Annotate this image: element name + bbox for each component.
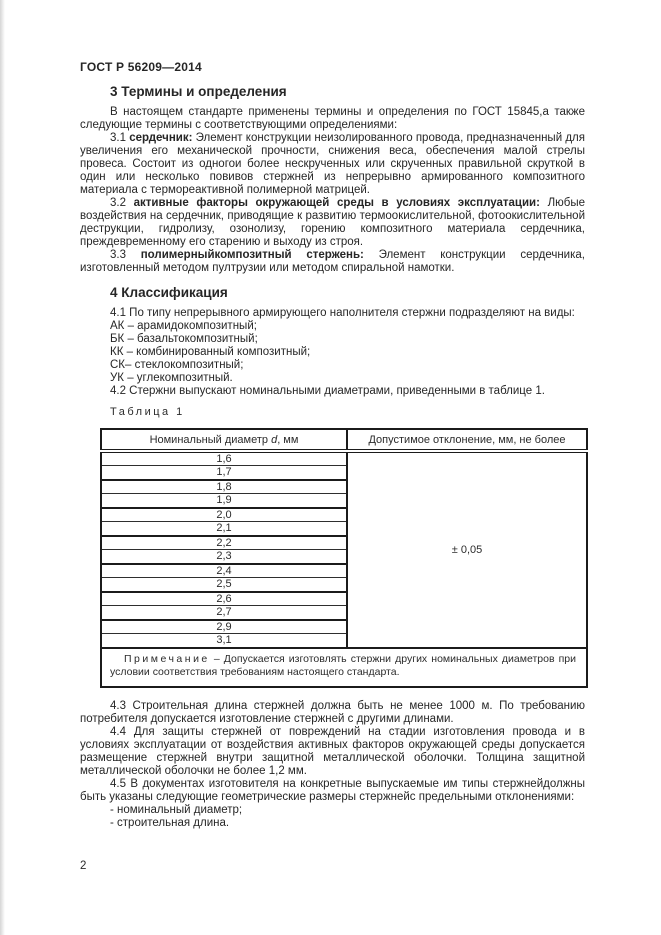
diameter-rows [101, 451, 587, 648]
diameter-cell: 2,3 [101, 550, 347, 564]
diameter-table [100, 428, 588, 688]
diameter-cell: 2,9 [101, 620, 347, 634]
definition-item [80, 249, 585, 275]
definition-number: 3.2 [110, 197, 126, 209]
table-header-row [101, 429, 587, 451]
table-note-row [101, 648, 587, 687]
paragraph-4-2: 4.2 Стержни выпускают номинальными диаметрами, приведенными в таблице 1. [110, 385, 545, 397]
note-text: – Допускается изготовлять стержни других номинальных диаметров при условии соответствия требованиям настоящего стандарта. [110, 652, 576, 678]
section-3-intro: В настоящем стандарте применены термины и определения по ГОСТ 15845,а также следующие термины с соответствующими определениями: [80, 106, 585, 131]
diameter-cell: 2,6 [101, 592, 347, 606]
page-number: 2 [80, 860, 87, 872]
diameter-cell: 1,6 [101, 451, 347, 466]
diameter-cell: 3,1 [101, 634, 347, 648]
rod-type-item: УК – углекомпозитный. [110, 372, 233, 384]
diameter-cell: 1,9 [101, 494, 347, 508]
diameter-cell: 2,2 [101, 536, 347, 550]
paragraph-4-5: 4.5 В документах изготовителя на конкретные выпускаемые им типы стержнейдолжны быть указаны следующие геометрические размеры стержнейс предельными отклонениями: [80, 777, 585, 803]
diameter-cell: 2,7 [101, 606, 347, 620]
dimension-item: - номинальный диаметр; [110, 803, 243, 816]
table-note [101, 648, 587, 687]
definition-item [80, 132, 585, 197]
table-row [101, 451, 587, 466]
paragraph-4-1: 4.1 По типу непрерывного армирующего наполнителя стержни подразделяют на виды: [110, 307, 575, 319]
section-4-title: 4 Классификация [110, 285, 228, 300]
rod-type-item: АК – арамидокомпозитный; [110, 320, 257, 332]
rod-type-item: СК– стеклокомпозитный; [110, 359, 244, 371]
diameter-cell: 2,1 [101, 522, 347, 536]
definition-text: Любые воздействия на сердечник, приводящие к развитию термоокислительной, фотоокислительной деструкции, гидролизу, озонолизу, горению композитного материала сердечника, преждевременному его старению и выходу из строя. [80, 197, 585, 248]
definition-term: сердечник: [129, 132, 193, 144]
definition-term: полимерныйкомпозитный стержень: [140, 249, 364, 261]
paragraph-4-4: 4.4 Для защиты стержней от повреждений на стадии изготовления провода и в условиях эксплуатации от воздействия активных факторов окружающей среды допускается размещение стержней внутри защитной металлической оболочки. Толщина защитной металлической оболочки не более 1,2 мм. [80, 725, 585, 777]
column-header-diameter: Номинальный диаметр d, мм [101, 429, 347, 451]
definition-text: Элемент конструкции сердечника, изготовленный методом пултрузии или методом спиральной намотки. [80, 249, 585, 274]
dimension-item: - строительная длина. [110, 816, 230, 829]
definition-term: активные факторы окружающей среды в условиях эксплуатации: [133, 197, 540, 209]
definition-list [80, 132, 585, 275]
rod-type-item: КК – комбинированный композитный; [110, 346, 311, 358]
tolerance-cell: ± 0,05 [451, 543, 483, 556]
document-header: ГОСТ Р 56209—2014 [80, 60, 202, 74]
table-caption: Таблица 1 [110, 406, 185, 418]
rod-type-list [80, 320, 585, 385]
diameter-cell: 1,8 [101, 480, 347, 494]
definition-item [80, 197, 585, 249]
definition-number: 3.1 [110, 132, 126, 144]
rod-type-item: БК – базальтокомпозитный; [110, 333, 258, 345]
diameter-variable: d [271, 433, 278, 446]
dimension-list [80, 804, 585, 830]
definition-number: 3.3 [110, 249, 126, 261]
definition-text: Элемент конструкции неизолированного провода, предназначенный для увеличения его механической прочности, снижения веса, обеспечения малой стрелы провеса. Состоит из одногои более нескрученных или скрученных правильной скруткой в один или несколько повивов стержней из непрерывно армированного композитного материала с термореактивной полимерной матрицей. [80, 132, 585, 196]
diameter-cell: 1,7 [101, 466, 347, 480]
diameter-cell: 2,0 [101, 508, 347, 522]
diameter-cell: 2,5 [101, 578, 347, 592]
note-label: Примечание [124, 652, 210, 665]
section-3-title: 3 Термины и определения [110, 84, 287, 99]
paragraph-4-3: 4.3 Строительная длина стержней должна быть не менее 1000 м. По требованию потребителя допускается изготовление стержней с другими длинами. [80, 699, 585, 725]
diameter-cell: 2,4 [101, 564, 347, 578]
column-header-tolerance: Допустимое отклонение, мм, не более [347, 429, 587, 451]
